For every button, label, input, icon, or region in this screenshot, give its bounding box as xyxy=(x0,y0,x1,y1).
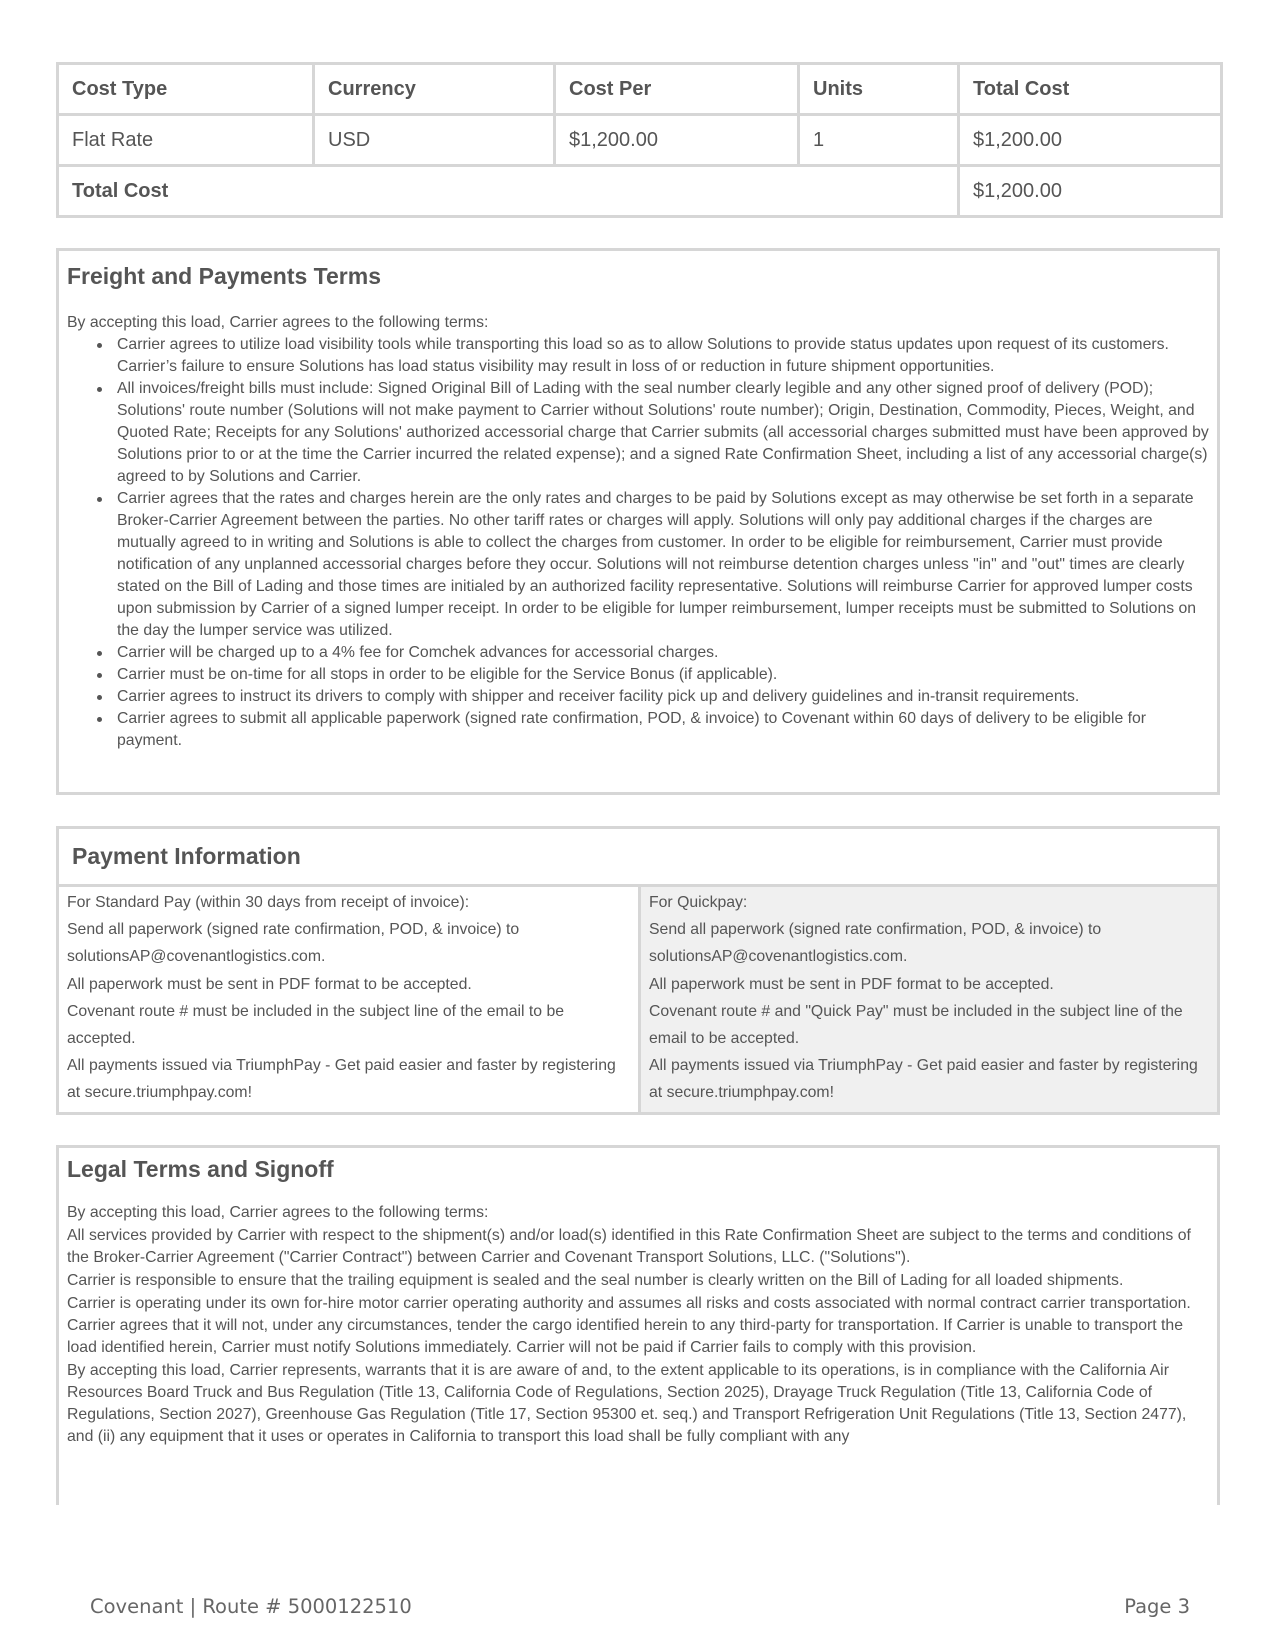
payment-information-section xyxy=(56,826,1220,1115)
section-title: Payment Information xyxy=(72,843,301,869)
legal-terms-section xyxy=(56,1145,1220,1505)
section-title: Legal Terms and Signoff xyxy=(67,1156,334,1182)
list-item: Carrier agrees to utilize load visibility tools while transporting this load so as to allow Solutions to provide status updates upon request of its customers. Carrier’s failure to ensure Solutions has load status visibility may result in loss of or reduction in future shipment opportunities. xyxy=(117,334,1209,378)
standard-pay-line: All paperwork must be sent in PDF format to be accepted. xyxy=(67,975,472,993)
column-header-units: Units xyxy=(799,64,959,115)
quickpay-line: Send all paperwork (signed rate confirmation, POD, & invoice) to solutionsAP@covenantlogistics.com. xyxy=(649,921,1102,966)
total-cost-value: $1,200.00 xyxy=(959,166,1222,217)
page-footer xyxy=(90,1595,1190,1618)
standard-pay-column xyxy=(59,887,641,1112)
quickpay-line: All paperwork must be sent in PDF format to be accepted. xyxy=(649,975,1054,993)
standard-pay-heading: For Standard Pay (within 30 days from receipt of invoice): xyxy=(67,894,470,911)
quickpay-heading: For Quickpay: xyxy=(649,894,748,911)
list-item: Carrier agrees to instruct its drivers to comply with shipper and receiver facility pick up and delivery guidelines and in-transit requirements. xyxy=(117,686,1209,708)
freight-terms-list xyxy=(67,334,1209,752)
list-item: Carrier must be on-time for all stops in order to be eligible for the Service Bonus (if applicable). xyxy=(117,664,1209,686)
cell-total-cost: $1,200.00 xyxy=(959,115,1222,166)
quickpay-line: Covenant route # and "Quick Pay" must be included in the subject line of the email to be accepted. xyxy=(649,1002,1183,1048)
column-header-total-cost: Total Cost xyxy=(959,64,1222,115)
column-header-cost-per: Cost Per xyxy=(555,64,799,115)
cost-table xyxy=(56,62,1223,218)
standard-pay-line: All payments issued via TriumphPay - Get paid easier and faster by registering at secure.triumphpay.com! xyxy=(67,1057,616,1102)
section-title: Freight and Payments Terms xyxy=(67,263,381,289)
cell-units: 1 xyxy=(799,115,959,166)
freight-intro: By accepting this load, Carrier agrees to the following terms: xyxy=(67,314,489,331)
cell-cost-type: Flat Rate xyxy=(58,115,314,166)
quickpay-column xyxy=(641,887,1217,1112)
total-row xyxy=(58,166,1222,217)
legal-intro: By accepting this load, Carrier agrees to the following terms: xyxy=(67,1204,489,1221)
cell-currency: USD xyxy=(314,115,555,166)
legal-paragraph: By accepting this load, Carrier represents, warrants that it is are aware of and, to the extent applicable to its operations, is in compliance with the California Air Resources Board Truck and Bus Regulation (Title 13, California Code of Regulations, Section 2025), Drayage Truck Regulation (Title 13, California Code of Regulations, Section 2027), Greenhouse Gas Regulation (Title 17, Section 95300 et. seq.) and Transport Refrigeration Unit Regulations (Title 13, Section 2477), and (ii) any equipment that it uses or operates in California to transport this load shall be fully compliant with any xyxy=(67,1362,1187,1445)
page-number: Page 3 xyxy=(1124,1595,1190,1618)
standard-pay-line: Covenant route # must be included in the subject line of the email to be accepted. xyxy=(67,1002,565,1048)
legal-paragraph: Carrier is operating under its own for-hire motor carrier operating authority and assumes all risks and costs associated with normal contract carrier transportation. Carrier agrees that it will not, under any circumstances, tender the cargo identified herein to any third-party for transportation. If Carrier is unable to transport the load identified herein, Carrier must notify Solutions immediately. Carrier will not be paid if Carrier fails to comply with this provision. xyxy=(67,1295,1191,1356)
list-item: All invoices/freight bills must include: Signed Original Bill of Lading with the seal number clearly legible and any other signed proof of delivery (POD); Solutions' route number (Solutions will not make payment to Carrier without Solutions' route number); Origin, Destination, Commodity, Pieces, Weight, and Quoted Rate; Receipts for any Solutions' authorized accessorial charge that Carrier submits (all accessorial charges submitted must have been approved by Solutions prior to or at the time the Carrier incurred the related expense); and a signed Rate Confirmation Sheet, including a list of any accessorial charge(s) agreed to by Solutions and Carrier. xyxy=(117,378,1209,488)
list-item: Carrier agrees to submit all applicable paperwork (signed rate confirmation, POD, & invoice) to Covenant within 60 days of delivery to be eligible for payment. xyxy=(117,708,1209,752)
cell-cost-per: $1,200.00 xyxy=(555,115,799,166)
cost-table-header-row xyxy=(58,64,1222,115)
legal-paragraph: Carrier is responsible to ensure that the trailing equipment is sealed and the seal number is clearly written on the Bill of Lading for all loaded shipments. xyxy=(67,1272,1124,1289)
legal-paragraph: All services provided by Carrier with respect to the shipment(s) and/or load(s) identified in this Rate Confirmation Sheet are subject to the terms and conditions of the Broker-Carrier Agreement ("Carrier Contract") between Carrier and Covenant Transport Solutions, LLC. ("Solutions"). xyxy=(67,1227,1191,1266)
list-item: Carrier agrees that the rates and charges herein are the only rates and charges to be paid by Solutions except as may otherwise be set forth in a separate Broker-Carrier Agreement between the parties. No other tariff rates or charges will apply. Solutions will only pay additional charges if the charges are mutually agreed to in writing and Solutions is able to collect the charges from customer. In order to be eligible for reimbursement, Carrier must provide notification of any unplanned accessorial charges before they occur. Solutions will not reimburse detention charges unless "in" and "out" times are clearly stated on the Bill of Lading and those times are initialed by an authorized facility representative. Solutions will reimburse Carrier for approved lumper costs upon submission by Carrier of a signed lumper receipt. In order to be eligible for lumper reimbursement, lumper receipts must be submitted to Solutions on the day the lumper service was utilized. xyxy=(117,488,1209,642)
freight-payments-terms-section xyxy=(56,248,1220,795)
footer-route: Covenant | Route # 5000122510 xyxy=(90,1595,412,1618)
quickpay-line: All payments issued via TriumphPay - Get paid easier and faster by registering at secure.triumphpay.com! xyxy=(649,1057,1198,1102)
list-item: Carrier will be charged up to a 4% fee for Comchek advances for accessorial charges. xyxy=(117,642,1209,664)
standard-pay-line: Send all paperwork (signed rate confirmation, POD, & invoice) to solutionsAP@covenantlogistics.com. xyxy=(67,921,520,966)
total-cost-label: Total Cost xyxy=(58,166,959,217)
column-header-cost-type: Cost Type xyxy=(58,64,314,115)
column-header-currency: Currency xyxy=(314,64,555,115)
document-page xyxy=(56,62,1220,1505)
table-row xyxy=(58,115,1222,166)
